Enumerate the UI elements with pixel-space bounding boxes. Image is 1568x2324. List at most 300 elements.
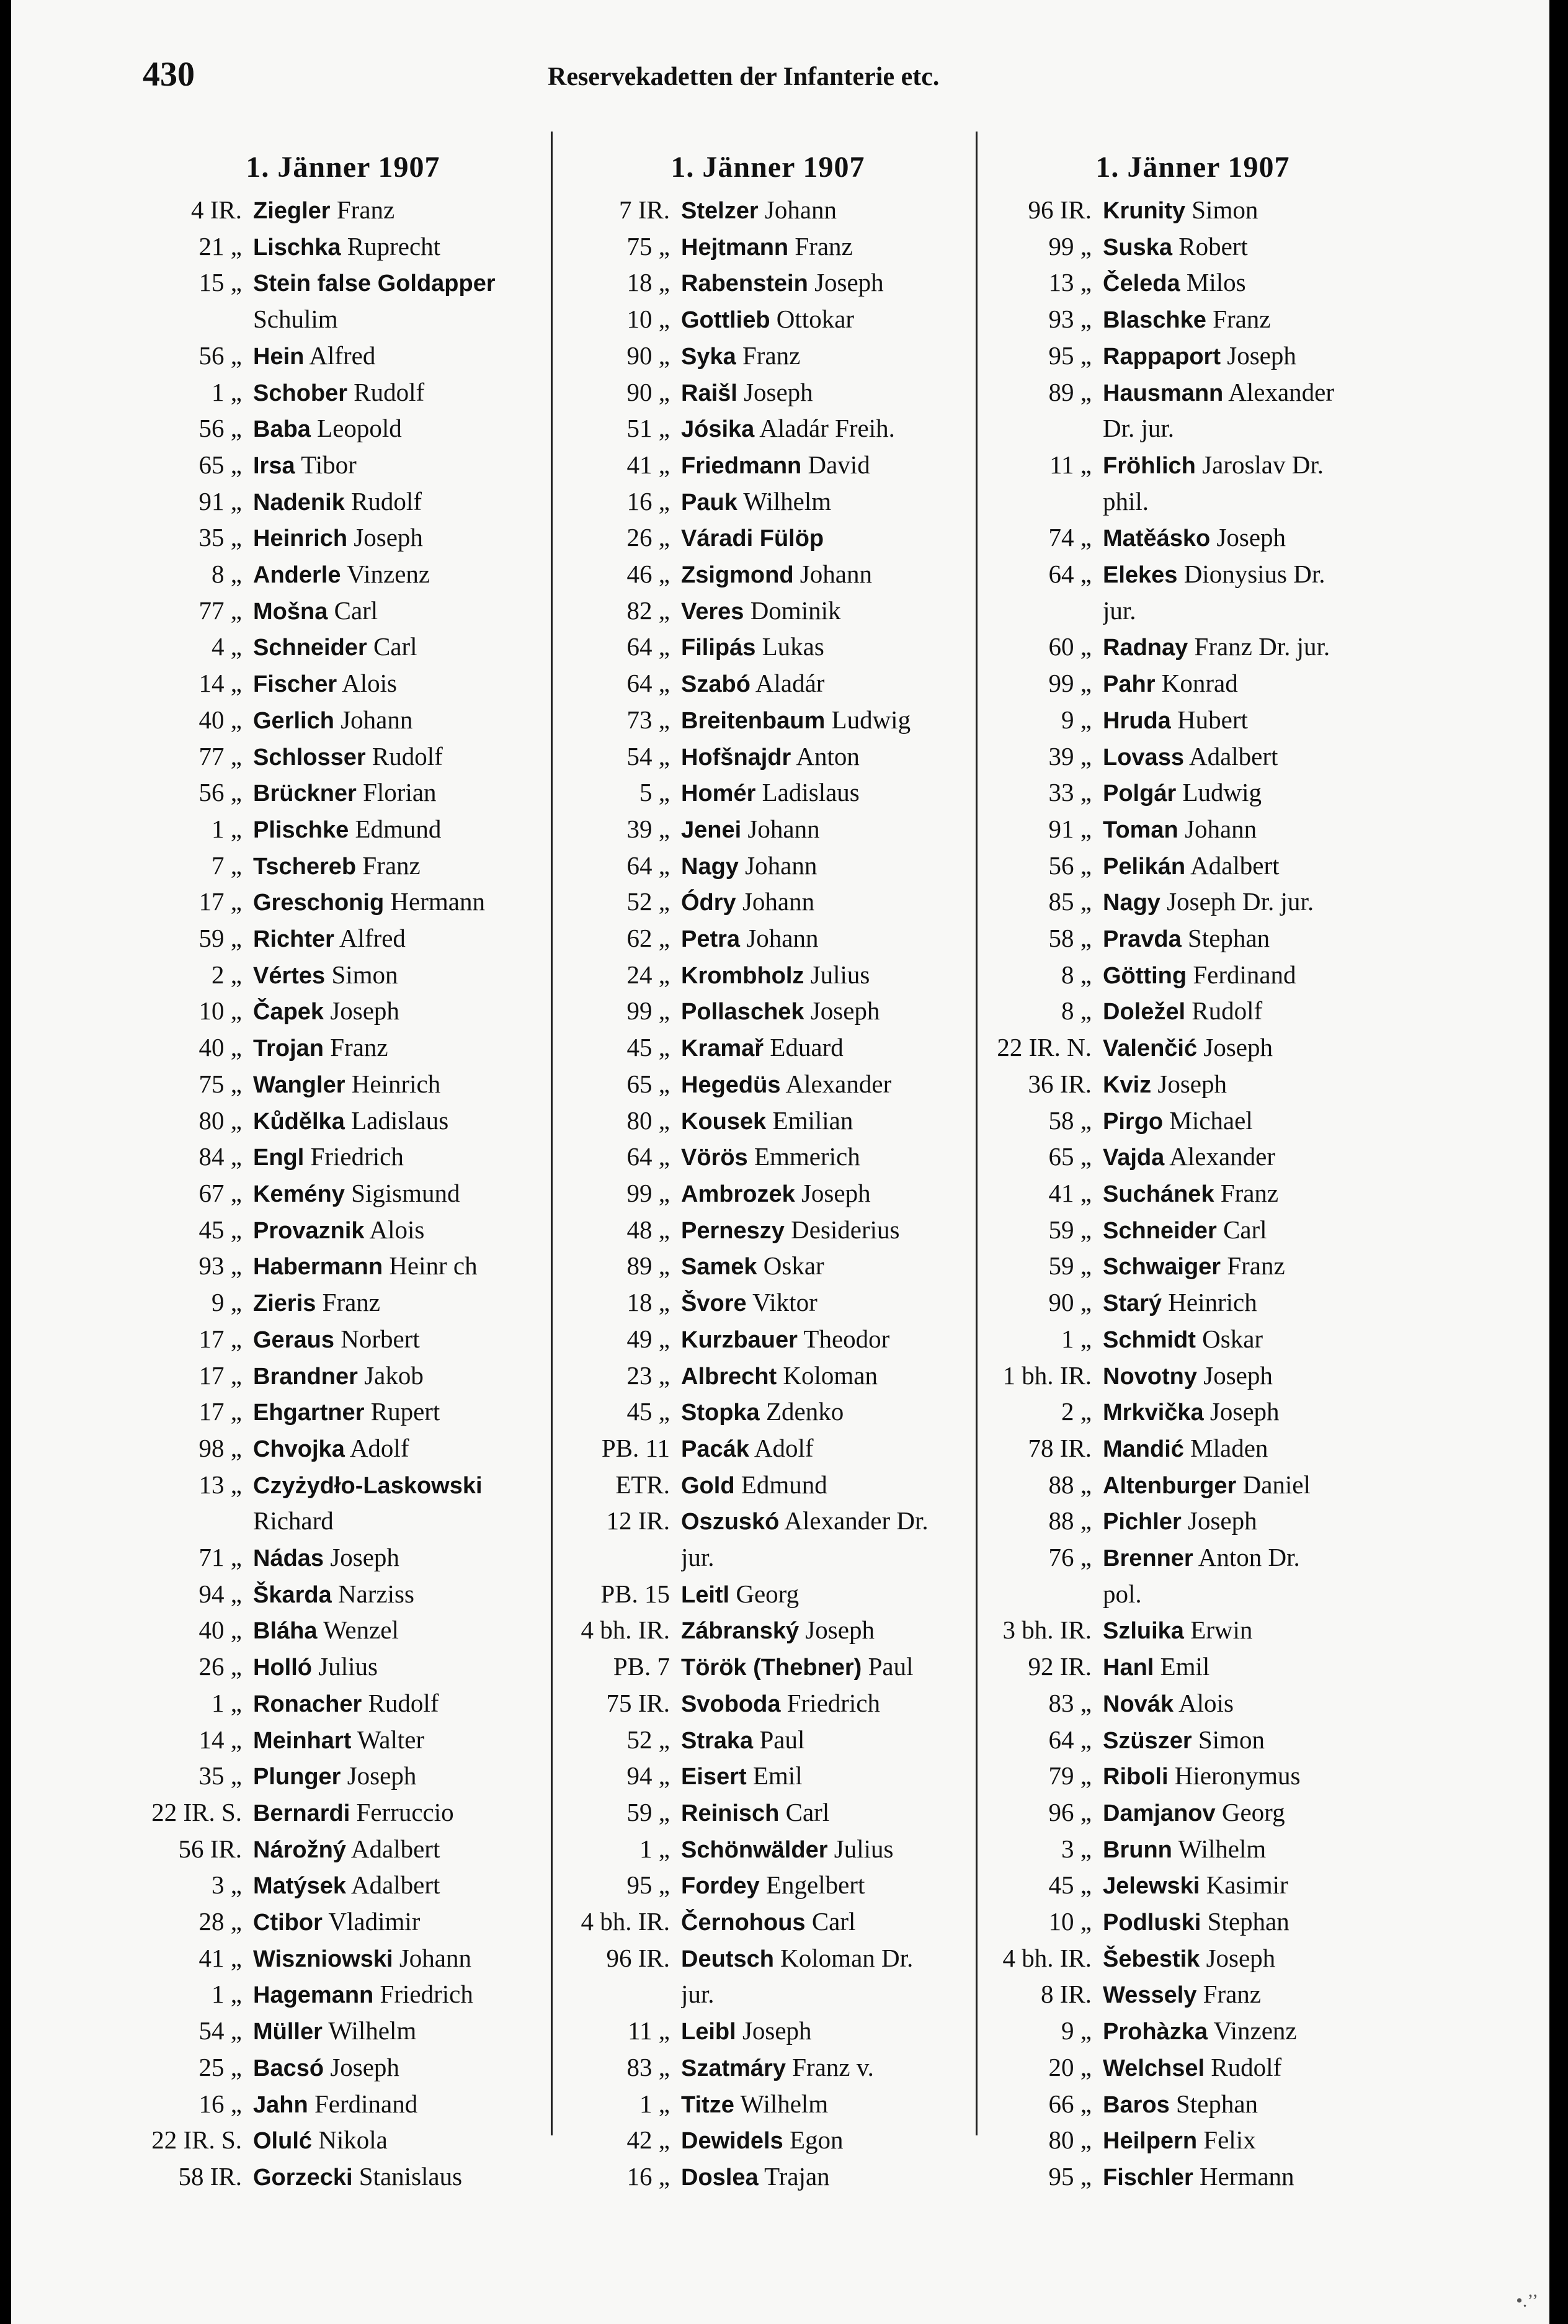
roster-entry <box>135 666 551 702</box>
cadet-name <box>681 1139 979 1176</box>
given-name: Heinr ch <box>383 1251 478 1280</box>
roster-entry <box>557 1758 979 1795</box>
cadet-name <box>681 993 979 1030</box>
regiment-number: 83 „ <box>1048 1688 1092 1717</box>
surname: Pacák <box>681 1436 749 1462</box>
surname: Szüszer <box>1103 1727 1192 1754</box>
surname: Mrkvička <box>1103 1400 1204 1426</box>
roster-entry <box>979 338 1407 375</box>
cadet-name <box>681 848 979 885</box>
cadet-name <box>681 1358 979 1395</box>
regiment-number: 39 „ <box>1048 741 1092 771</box>
roster-entry <box>557 1467 979 1504</box>
regiment-number: 99 „ <box>626 1178 670 1207</box>
cadet-name <box>1103 1176 1407 1212</box>
roster-entry <box>979 593 1407 630</box>
cadet-name <box>253 1722 551 1759</box>
cadet-name <box>681 921 979 957</box>
roster-entry <box>557 1686 979 1722</box>
regiment-number: 14 „ <box>198 1725 242 1754</box>
surname: Holló <box>253 1655 312 1681</box>
regiment-number: 18 „ <box>626 1288 670 1317</box>
roster-entry <box>979 375 1407 411</box>
roster-entry <box>135 1904 551 1941</box>
cadet-name <box>1103 1867 1407 1904</box>
given-name: Joseph <box>347 523 423 552</box>
regiment-number: 11 „ <box>628 2016 670 2045</box>
regiment-number: 49 „ <box>626 1324 670 1353</box>
given-name: Rudolf <box>344 486 422 516</box>
surname: Hein <box>253 343 305 370</box>
surname: Brückner <box>253 780 357 807</box>
surname: Schlosser <box>253 744 366 771</box>
cadet-name <box>253 447 551 484</box>
regiment-number: 90 „ <box>626 377 670 406</box>
cadet-name <box>253 957 551 994</box>
given-name: Emil <box>746 1761 803 1790</box>
given-name: Ferruccio <box>350 1797 454 1826</box>
cadet-name <box>253 629 551 666</box>
roster-entry <box>557 1285 979 1321</box>
given-name: Adalbert <box>345 1870 440 1900</box>
surname: Pelikán <box>1103 853 1186 880</box>
roster-entry <box>979 2013 1407 2050</box>
regiment-number: ETR. <box>615 1470 670 1499</box>
regiment-number <box>557 1540 681 1576</box>
regiment-number: 21 „ <box>198 231 242 261</box>
roster-entry <box>557 1540 979 1576</box>
roster-entry <box>979 702 1407 739</box>
cadet-name <box>681 1576 979 1613</box>
given-name: Simon <box>325 960 398 989</box>
surname: Matěásko <box>1103 525 1211 552</box>
regiment-number: 7 IR. <box>619 195 670 224</box>
regiment-number: 88 „ <box>1048 1470 1092 1499</box>
cadet-name <box>681 1248 979 1285</box>
regiment-number: 75 „ <box>198 1069 242 1098</box>
surname: Veres <box>681 598 744 625</box>
roster-entry <box>979 993 1407 1030</box>
surname: Lischka <box>253 234 341 261</box>
roster-entry <box>979 1977 1407 2013</box>
regiment-number: 3 „ <box>212 1870 242 1900</box>
roster-entry <box>135 811 551 848</box>
regiment-number: 94 „ <box>626 1761 670 1790</box>
roster-entry <box>557 739 979 775</box>
surname: Zábranský <box>681 1618 800 1645</box>
cadet-name <box>1103 2086 1407 2123</box>
cadet-name <box>1103 411 1407 447</box>
roster-entry <box>135 1795 551 1831</box>
given-name: Joseph <box>1203 1397 1280 1426</box>
cadet-name <box>1103 1139 1407 1176</box>
given-name: Johann <box>740 924 819 953</box>
surname: Ambrozek <box>681 1181 795 1207</box>
regiment-number: 1 „ <box>212 814 242 843</box>
surname: Nadenik <box>253 489 345 516</box>
given-name: Joseph <box>324 2052 399 2081</box>
cadet-name <box>681 1904 979 1941</box>
regiment-number: PB. 7 <box>613 1652 670 1681</box>
roster-entry <box>979 1431 1407 1467</box>
regiment-number: 42 „ <box>626 2125 670 2155</box>
roster-entry <box>557 1321 979 1358</box>
roster-entry <box>979 1321 1407 1358</box>
given-name: Paul <box>862 1652 914 1681</box>
given-name: Joseph <box>736 2016 812 2045</box>
given-name: Carl <box>367 632 417 661</box>
surname: Heinrich <box>253 525 348 552</box>
surname: Chvojka <box>253 1436 345 1462</box>
given-name: Johann <box>334 705 413 734</box>
surname: Filipás <box>681 635 756 661</box>
edge-mark: •.’’ <box>1516 2290 1538 2311</box>
regiment-number: 59 „ <box>1048 1251 1092 1280</box>
cadet-name <box>253 993 551 1030</box>
cadet-name <box>1103 1431 1407 1467</box>
given-name: Florian <box>356 778 437 807</box>
roster-entry <box>135 1831 551 1868</box>
given-name: Vinzenz <box>1207 2016 1297 2045</box>
cadet-name <box>1103 1103 1407 1140</box>
surname: Hanl <box>1103 1655 1154 1681</box>
running-title: Reservekadetten der Infanterie etc. <box>548 63 940 91</box>
roster-entry <box>135 338 551 375</box>
given-name: Julius <box>311 1652 378 1681</box>
regiment-number: 56 „ <box>198 778 242 807</box>
regiment-number: 90 „ <box>1048 1288 1092 1317</box>
roster-entry <box>979 1540 1407 1576</box>
regiment-number: 20 „ <box>1048 2052 1092 2081</box>
regiment-number: PB. 15 <box>600 1579 670 1608</box>
regiment-number: 80 „ <box>198 1106 242 1135</box>
surname: Radnay <box>1103 635 1188 661</box>
cadet-name <box>253 775 551 811</box>
regiment-number: 60 „ <box>1048 632 1092 661</box>
cadet-name <box>253 1904 551 1941</box>
regiment-number: 90 „ <box>626 341 670 370</box>
roster-entry <box>557 957 979 994</box>
regiment-number: 8 IR. <box>1041 1980 1092 2009</box>
given-name: Lukas <box>755 632 824 661</box>
roster-entry <box>135 957 551 994</box>
surname: Plunger <box>253 1764 341 1790</box>
cadet-name <box>1103 884 1407 921</box>
roster-entry <box>135 848 551 885</box>
surname: Leitl <box>681 1581 730 1608</box>
given-name: jur. <box>1103 596 1136 625</box>
roster-entry <box>135 520 551 556</box>
roster-entry <box>979 1904 1407 1941</box>
surname: Vörös <box>681 1145 748 1171</box>
given-name: Alexander <box>780 1069 892 1098</box>
roster-entry <box>979 556 1407 593</box>
roster-entry <box>135 1030 551 1066</box>
given-name: phil. <box>1103 486 1149 516</box>
given-name: Desiderius <box>784 1215 900 1244</box>
cadet-name <box>681 1103 979 1140</box>
cadet-name <box>681 338 979 375</box>
given-name: Eduard <box>764 1033 844 1062</box>
roster-entry <box>557 1030 979 1066</box>
given-name: Adalbert <box>345 1834 440 1863</box>
cadet-name <box>253 484 551 521</box>
roster-entry <box>979 1358 1407 1395</box>
cadet-name <box>1103 593 1407 630</box>
regiment-number: 94 „ <box>198 1579 242 1608</box>
surname: Kramař <box>681 1035 764 1062</box>
cadet-name <box>253 884 551 921</box>
given-name: Simon <box>1192 1725 1265 1754</box>
regiment-number: 64 „ <box>626 669 670 698</box>
cadet-name <box>1103 1722 1407 1759</box>
roster-entry <box>557 375 979 411</box>
given-name: Franz <box>788 231 853 261</box>
given-name: Carl <box>1216 1215 1267 1244</box>
regiment-number: 1 „ <box>212 1980 242 2009</box>
surname: Heilpern <box>1103 2128 1198 2155</box>
given-name: jur. <box>681 1980 715 2009</box>
cadet-name <box>253 1831 551 1868</box>
given-name: Joseph <box>1197 1033 1273 1062</box>
surname: Syka <box>681 343 736 370</box>
cadet-name <box>1103 229 1407 266</box>
given-name: Emmerich <box>747 1142 860 1171</box>
regiment-number: 10 „ <box>198 996 242 1026</box>
roster-entry <box>557 1612 979 1649</box>
regiment-number: 2 „ <box>212 960 242 989</box>
roster-entry <box>979 1576 1407 1613</box>
surname: Wiszniowski <box>253 1946 393 1972</box>
regiment-number: 4 bh. IR. <box>581 1616 670 1645</box>
cadet-name <box>1103 1540 1407 1576</box>
roster-entry <box>135 1649 551 1686</box>
surname: Pirgo <box>1103 1108 1164 1135</box>
surname: Samek <box>681 1254 757 1280</box>
cadet-name <box>681 2050 979 2086</box>
given-name: Ludwig <box>825 705 911 734</box>
given-name: Carl <box>779 1797 830 1826</box>
roster-entry <box>135 375 551 411</box>
given-name: Anton <box>791 741 860 771</box>
roster-entry <box>557 2050 979 2086</box>
roster-entry <box>979 302 1407 338</box>
surname: Doležel <box>1103 999 1186 1026</box>
cadet-name <box>681 192 979 229</box>
given-name: Hermann <box>384 887 485 916</box>
surname: Friedmann <box>681 452 802 479</box>
roster-entry <box>135 1941 551 1977</box>
regiment-number <box>135 302 253 338</box>
surname: Titze <box>681 2091 734 2118</box>
roster-entry <box>979 1103 1407 1140</box>
surname: Szabó <box>681 671 751 698</box>
regiment-number: 17 „ <box>198 1397 242 1426</box>
surname: Ziegler <box>253 198 331 224</box>
regiment-number: 4 bh. IR. <box>581 1907 670 1936</box>
surname: Bernardi <box>253 1800 350 1826</box>
roster-entry <box>135 2086 551 2123</box>
surname: Breitenbaum <box>681 707 826 734</box>
roster-entry <box>557 2013 979 2050</box>
cadet-name <box>253 1176 551 1212</box>
regiment-number: 9 „ <box>212 1288 242 1317</box>
regiment-number: 66 „ <box>1048 2089 1092 2118</box>
roster-entry <box>979 1503 1407 1540</box>
cadet-name <box>1103 811 1407 848</box>
cadet-name <box>681 1649 979 1686</box>
given-name: Heinrich <box>1162 1288 1257 1317</box>
cadet-name <box>681 1212 979 1249</box>
regiment-number: 56 „ <box>198 414 242 443</box>
roster-entry <box>135 1176 551 1212</box>
surname: Krombholz <box>681 962 804 989</box>
roster-entry <box>557 1248 979 1285</box>
roster-entry <box>557 556 979 593</box>
regiment-number <box>557 1977 681 2013</box>
roster-entry <box>557 1649 979 1686</box>
given-name: Sigismund <box>344 1178 460 1207</box>
given-name: Edmund <box>734 1470 827 1499</box>
cadet-name <box>1103 2050 1407 2086</box>
regiment-number: 78 IR. <box>1028 1433 1092 1462</box>
surname: Deutsch <box>681 1946 774 1972</box>
cadet-name <box>253 1540 551 1576</box>
given-name: Ladislaus <box>755 778 860 807</box>
roster-entry <box>979 1649 1407 1686</box>
cadet-name <box>1103 1321 1407 1358</box>
column-3 <box>979 149 1407 2196</box>
surname: Szluika <box>1103 1618 1184 1645</box>
surname: Baba <box>253 416 311 443</box>
cadet-name <box>1103 1248 1407 1285</box>
regiment-number: 99 „ <box>626 996 670 1026</box>
given-name: Robert <box>1172 231 1248 261</box>
roster-entry <box>557 2086 979 2123</box>
surname: Meinhart <box>253 1727 352 1754</box>
cadet-name <box>681 1176 979 1212</box>
given-name: Rudolf <box>1205 2052 1282 2081</box>
roster-entry <box>979 2159 1407 2196</box>
cadet-name <box>253 702 551 739</box>
surname: Török (Thebner) <box>681 1655 862 1681</box>
given-name: Alois <box>1174 1688 1234 1717</box>
cadet-name <box>1103 1649 1407 1686</box>
given-name: Joseph <box>341 1761 417 1790</box>
given-name: Friedrich <box>780 1688 881 1717</box>
cadet-name <box>681 1431 979 1467</box>
cadet-name <box>253 1686 551 1722</box>
given-name: Franz <box>330 195 395 224</box>
roster-entry <box>557 1576 979 1613</box>
cadet-name <box>253 338 551 375</box>
surname: Engl <box>253 1145 305 1171</box>
cadet-name <box>253 1139 551 1176</box>
surname: Suchánek <box>1103 1181 1214 1207</box>
roster-entry <box>557 1795 979 1831</box>
given-name: Daniel <box>1236 1470 1311 1499</box>
roster-entry <box>135 1358 551 1395</box>
roster-entry <box>557 1394 979 1431</box>
regiment-number: 99 „ <box>1048 669 1092 698</box>
surname: Doslea <box>681 2164 759 2191</box>
given-name: Wilhelm <box>1172 1834 1267 1863</box>
regiment-number: 9 „ <box>1061 2016 1092 2045</box>
cadet-name <box>681 2013 979 2050</box>
surname: Elekes <box>1103 562 1178 589</box>
roster-entry <box>979 775 1407 811</box>
roster-entry <box>979 1867 1407 1904</box>
given-name: Dr. jur. <box>1103 414 1175 443</box>
roster-entry <box>135 1212 551 1249</box>
roster-entry <box>979 811 1407 848</box>
roster-entry <box>979 411 1407 447</box>
surname: Šebestik <box>1103 1946 1200 1972</box>
cadet-name <box>681 593 979 630</box>
cadet-name <box>253 1612 551 1649</box>
regiment-number: 99 „ <box>1048 231 1092 261</box>
roster-entry <box>557 593 979 630</box>
roster-entry <box>135 739 551 775</box>
regiment-number: 64 „ <box>626 632 670 661</box>
given-name: Oskar <box>757 1251 824 1280</box>
surname: Vértes <box>253 962 326 989</box>
given-name: Joseph <box>808 268 884 297</box>
regiment-number: 13 „ <box>1048 268 1092 297</box>
cadet-name <box>1103 1358 1407 1395</box>
roster-entry <box>135 884 551 921</box>
given-name: Johann <box>758 195 837 224</box>
cadet-name <box>681 629 979 666</box>
cadet-name <box>681 1394 979 1431</box>
surname: Homér <box>681 780 756 807</box>
given-name: Mladen <box>1183 1433 1268 1462</box>
cadet-name <box>253 1103 551 1140</box>
given-name: Theodor <box>797 1324 890 1353</box>
given-name: Franz <box>736 341 801 370</box>
roster-entry <box>557 884 979 921</box>
cadet-name <box>253 2013 551 2050</box>
cadet-name <box>253 811 551 848</box>
surname: Černohous <box>681 1910 806 1936</box>
regiment-number: PB. 11 <box>601 1433 670 1462</box>
surname: Plischke <box>253 816 349 843</box>
surname: Kemény <box>253 1181 345 1207</box>
given-name: Stanislaus <box>352 2161 463 2191</box>
roster-entry <box>135 1394 551 1431</box>
cadet-name <box>253 1321 551 1358</box>
surname: Ódry <box>681 890 736 916</box>
roster-entry <box>557 775 979 811</box>
cadet-name <box>253 556 551 593</box>
surname: Kviz <box>1103 1071 1152 1098</box>
regiment-number: 35 „ <box>198 1761 242 1790</box>
given-name: Adalbert <box>1185 851 1280 880</box>
surname: Nagy <box>681 853 739 880</box>
given-name: Ladislaus <box>344 1106 449 1135</box>
surname: Irsa <box>253 452 295 479</box>
given-name: Joseph <box>1200 1943 1276 1972</box>
roster-entry <box>557 411 979 447</box>
cadet-name <box>681 556 979 593</box>
given-name: Franz <box>1196 1980 1262 2009</box>
roster-entry <box>557 302 979 338</box>
regiment-number: 4 bh. IR. <box>1002 1943 1092 1972</box>
regiment-number <box>979 1576 1103 1613</box>
cadet-name <box>681 2122 979 2159</box>
surname: Riboli <box>1103 1764 1169 1790</box>
given-name: Rudolf <box>347 377 425 406</box>
